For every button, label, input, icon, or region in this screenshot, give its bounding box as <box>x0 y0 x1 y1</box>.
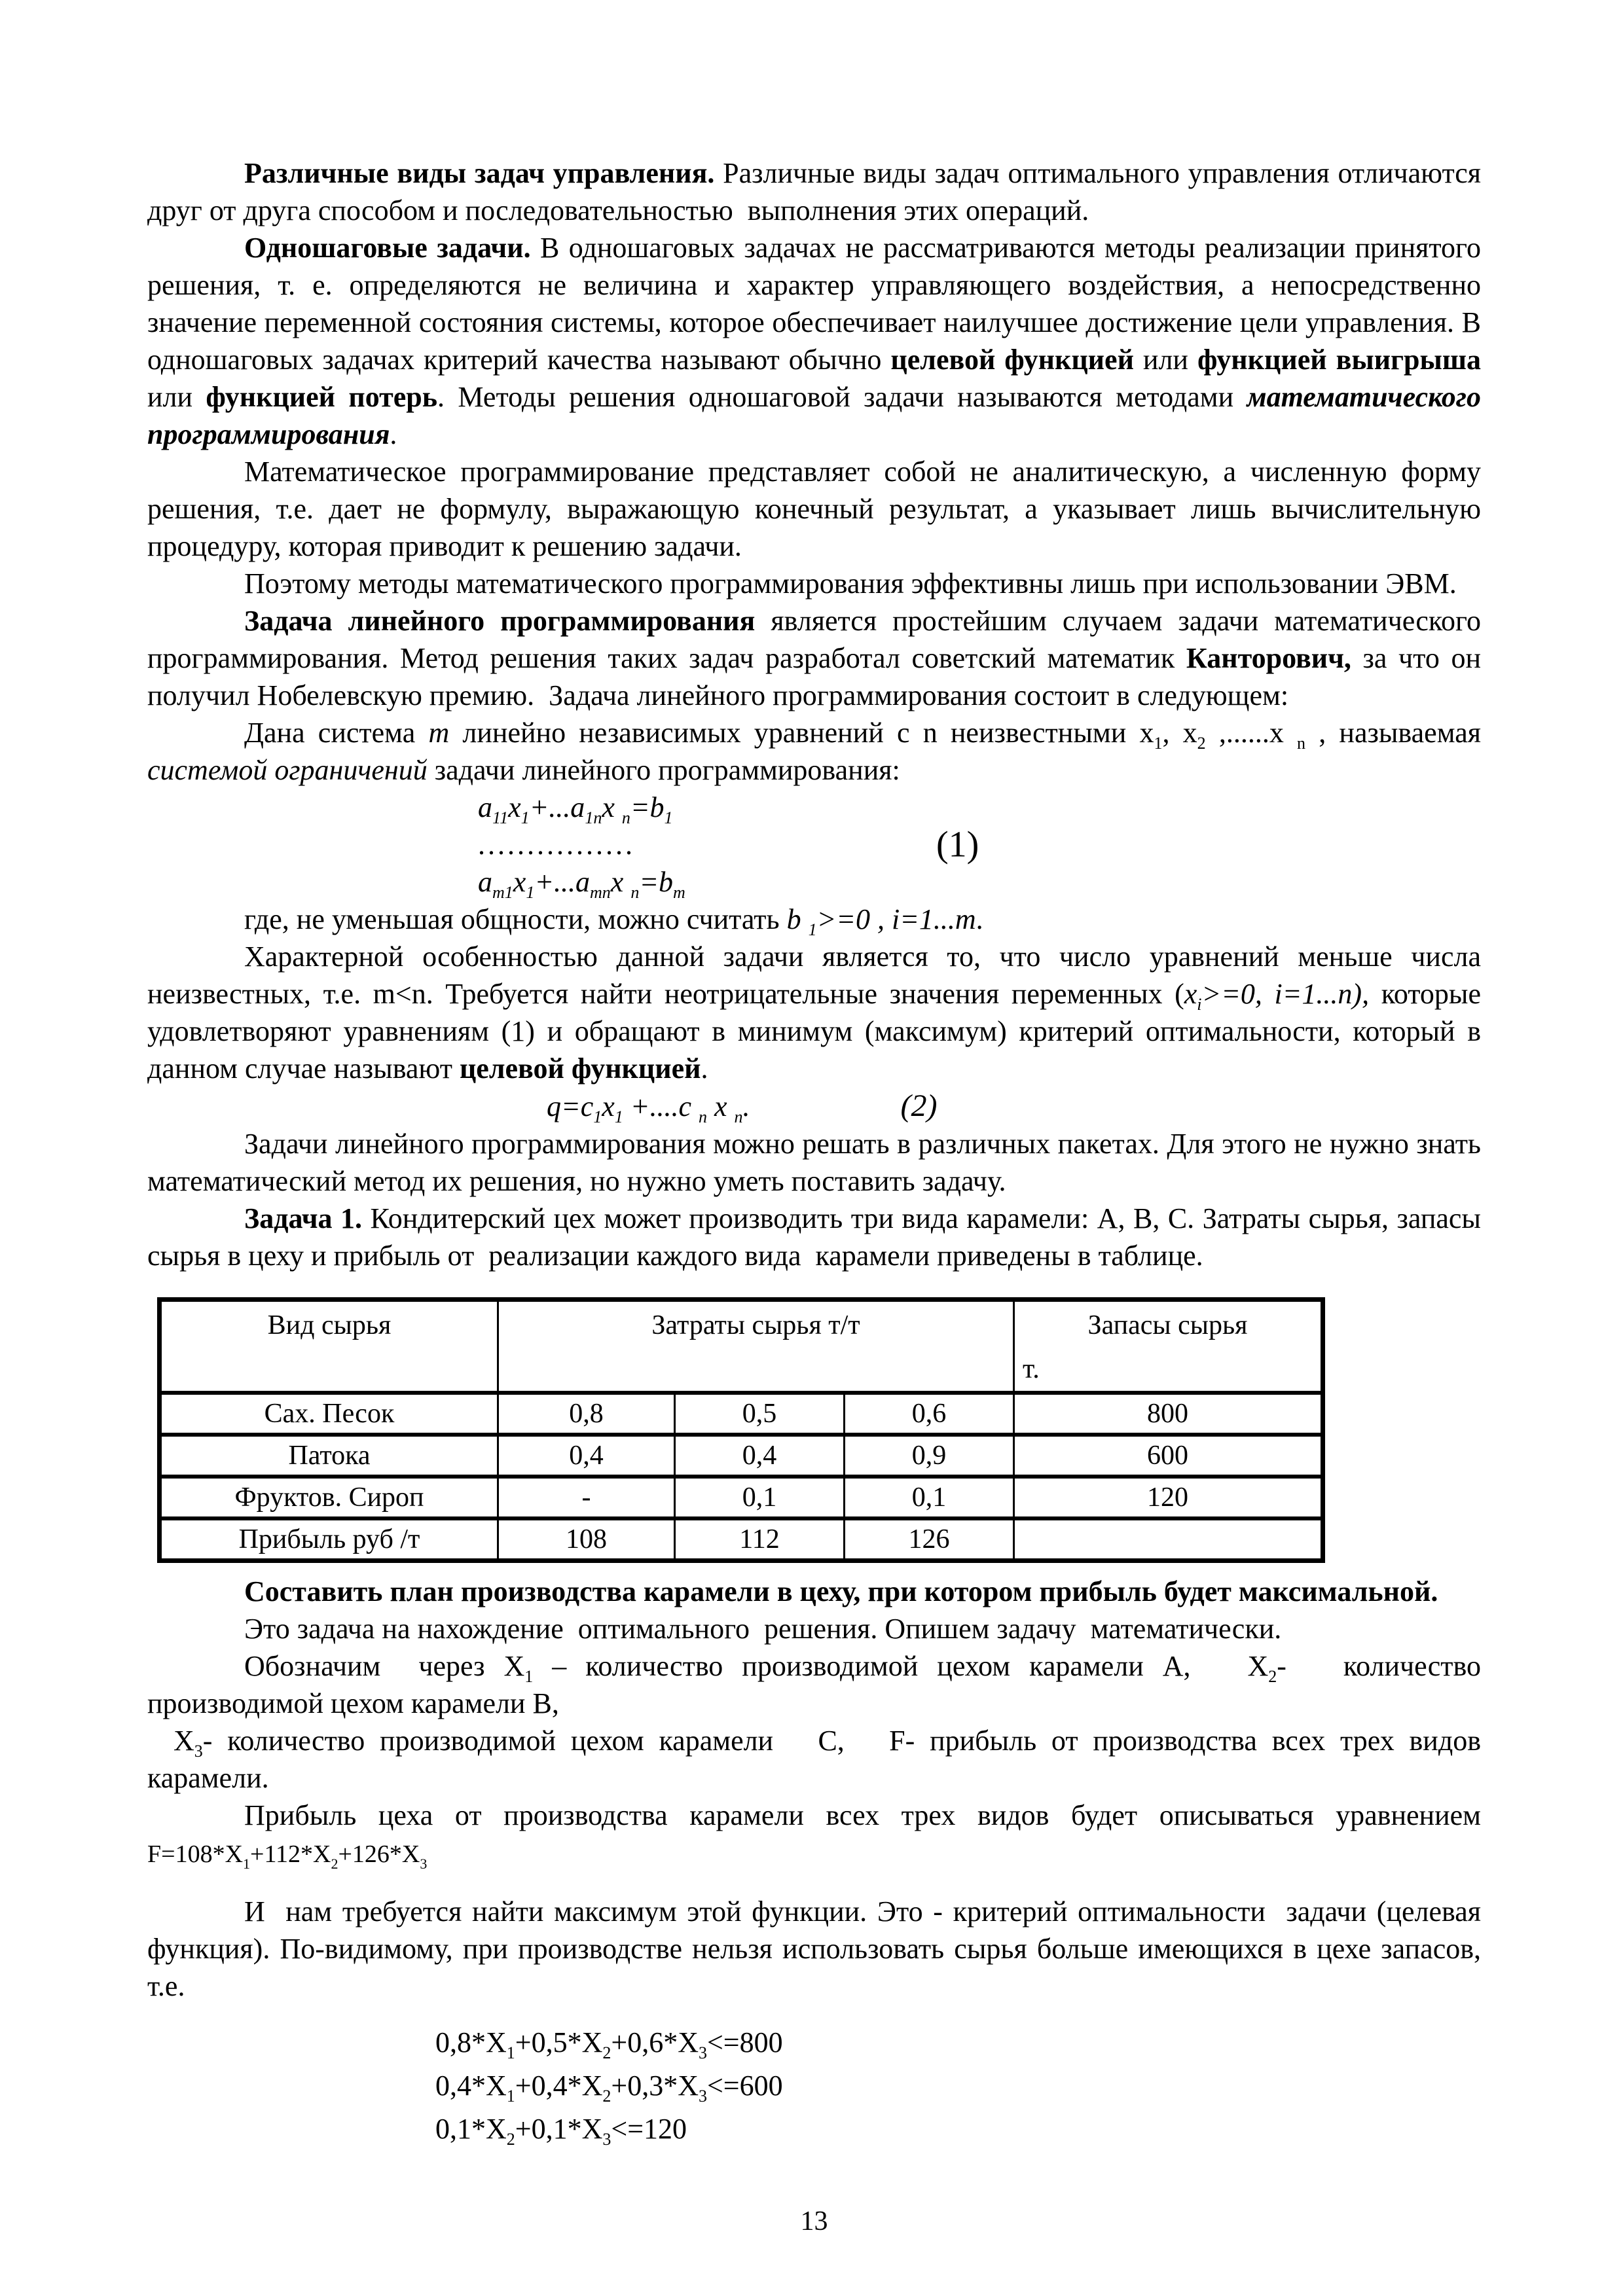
table-header-kind-label: Вид сырья <box>267 1310 392 1340</box>
table-cell-value: 600 <box>1014 1435 1323 1477</box>
table-cell-value: 108 <box>498 1518 675 1561</box>
equation-system <box>478 789 1481 901</box>
paragraph-task1: Задача 1. Кондитерский цех может производить три вида карамели: А, В, С. Затраты сырья, запасы сырья в цеху и прибыль от реализации каждого вида карамели приведены в таблице. <box>147 1202 1488 1272</box>
paragraph-profit-equation: Прибыль цеха от производства карамели всех трех видов будет описываться уравнением $F=108*X_1+112*X_2+126*X_3$ <box>147 1799 1488 1872</box>
table-cell-value: - <box>498 1477 675 1518</box>
table-header-kind <box>160 1300 498 1393</box>
paragraph-feature: Характерной особенностью данной задачи является то, что число уравнений меньше числа неизвестных, т.е. m<n. Требуется найти неотрицательные значения переменных ($x_i>=0$, i=1...n), которые удовлетворяют уравнениям (1) и обращают в минимум (максимум) критерий оптимальности, который в данном случае называют целевой функцией. <box>147 941 1488 1085</box>
paragraph-compose-plan: Составить план производства карамели в цеху, при котором прибыль будет максимальной. <box>244 1575 1438 1607</box>
table-header-stock-label: Запасы сырья <box>1087 1310 1248 1340</box>
paragraph-evm: Поэтому методы математического программирования эффективны лишь при использовании ЭВМ. <box>244 567 1457 600</box>
objective-equation-body: $q=c_1x_1 +....c$ $_n$ x $_n$. <box>547 1090 750 1126</box>
table-cell-value: 0,6 <box>845 1393 1014 1435</box>
table-header-stock-unit: т. <box>1023 1354 1040 1384</box>
paragraph-system-given: Дана система m линейно независимых уравнений с n неизвестными $x_1$, $x_2$ ,......x $_n$ , называемая системой ограничений задачи линейного программирования: <box>147 717 1489 786</box>
paragraph-math-programming: Математическое программирование представляет собой не аналитическую, а численную форму решения, т.е. дает не формулу, выражающую конечный результат, а указывает лишь вычислительную процедуру, которая приводит к решению задачи. <box>147 456 1488 562</box>
equation-line-2: $a_{m1}x_1+...a_{mn}x$ $_n=b_m$ <box>478 866 685 902</box>
constraint-line-2: $0,4*X_1+0,4*X_2+0,3*X_3<=600$ <box>435 2070 783 2106</box>
table-cell-value: 0,4 <box>675 1435 845 1477</box>
equation-number-1: (1) <box>936 824 979 865</box>
paragraph-intro: Различные виды задач управления. Различные виды задач оптимального управления отличаются друг от друга способом и последовательностью выполнения этих операций. <box>147 157 1488 226</box>
materials-table <box>157 1297 1325 1563</box>
paragraph-optimal: Это задача на нахождение оптимального решения. Опишем задачу математически. <box>244 1613 1282 1645</box>
table-cell-value: 800 <box>1014 1393 1323 1435</box>
table-cell-value: 126 <box>845 1518 1014 1561</box>
table-row-profit <box>160 1518 1323 1561</box>
paragraph-denote: Обозначим через $X_1$ – количество производимой цехом карамели А, $X_2-$ количество производимой цехом карамели В, <box>147 1650 1488 1719</box>
table-row-molasses <box>160 1435 1323 1477</box>
table-row-fruit-syrup <box>160 1477 1323 1518</box>
paragraph-where-clause: где, не уменьшая общности, можно считать b $_1$>=0 , i=1...m. <box>244 903 983 939</box>
equation-dots: ................ <box>478 829 635 861</box>
constraints-block <box>435 2021 1481 2151</box>
table-cell-label: Сах. Песок <box>160 1393 498 1435</box>
table-cell-value: 0,5 <box>675 1393 845 1435</box>
constraint-line-1: $0,8*X_1+0,5*X_2+0,6*X_3<=800$ <box>435 2026 783 2062</box>
equation-number-2: (2) <box>900 1088 938 1123</box>
table-header-row <box>160 1300 1323 1393</box>
paragraph-lp-task: Задача линейного программирования является простейшим случаем задачи математического программирования. Метод решения таких задач разработал советский математик Канторович, за что он получил Нобелевскую премию. Задача линейного программирования состоит в следующем: <box>147 605 1488 711</box>
constraint-line-3: $0,1*X_2+0,1*X_3<=120$ <box>435 2113 687 2149</box>
table-header-costs-label: Затраты сырья т/т <box>651 1310 860 1340</box>
paragraph-x3: $X_3-$ количество производимой цехом карамели С, F- прибыль от производства всех трех видов карамели. <box>147 1725 1488 1794</box>
table-row-sugar <box>160 1393 1323 1435</box>
table-cell-label: Патока <box>160 1435 498 1477</box>
equation-line-1: $a_{11}x_1+...a_{1n}x$ $_n=b_1$ <box>478 791 673 827</box>
table-cell-value: 0,8 <box>498 1393 675 1435</box>
table-cell-value <box>1014 1518 1323 1561</box>
paragraph-maximum: И нам требуется найти максимум этой функции. Это - критерий оптимальности задачи (целевая функция). По-видимому, при производстве нельзя использовать сырья больше имеющихся в цехе запасов, т.е. <box>147 1895 1495 2002</box>
table-cell-value: 0,9 <box>845 1435 1014 1477</box>
table-cell-value: 0,1 <box>675 1477 845 1518</box>
table-cell-label: Фруктов. Сироп <box>160 1477 498 1518</box>
objective-equation <box>547 1087 1481 1125</box>
paragraph-one-step-tasks: Одношаговые задачи. В одношаговых задачах не рассматриваются методы реализации принятого решения, т. е. определяются не величина и характер управляющего воздействия, а непосредственно значение переменной состояния системы, которое обеспечивает наилучшее достижение цели управления. В одношаговых задачах критерий качества называют обычно целевой функцией или функцией выигрыша или функцией потерь. Методы решения одношаговой задачи называются методами математического программирования. <box>147 232 1488 450</box>
paragraph-packages: Задачи линейного программирования можно решать в различных пакетах. Для этого не нужно знать математический метод их решения, но нужно уметь поставить задачу. <box>147 1128 1495 1197</box>
table-header-costs <box>498 1300 1014 1393</box>
page-number: 13 <box>800 2206 828 2236</box>
table-cell-value: 0,1 <box>845 1477 1014 1518</box>
table-cell-label: Прибыль руб /т <box>160 1518 498 1561</box>
table-cell-value: 0,4 <box>498 1435 675 1477</box>
table-cell-value: 120 <box>1014 1477 1323 1518</box>
table-header-stock <box>1014 1300 1323 1393</box>
table-cell-value: 112 <box>675 1518 845 1561</box>
